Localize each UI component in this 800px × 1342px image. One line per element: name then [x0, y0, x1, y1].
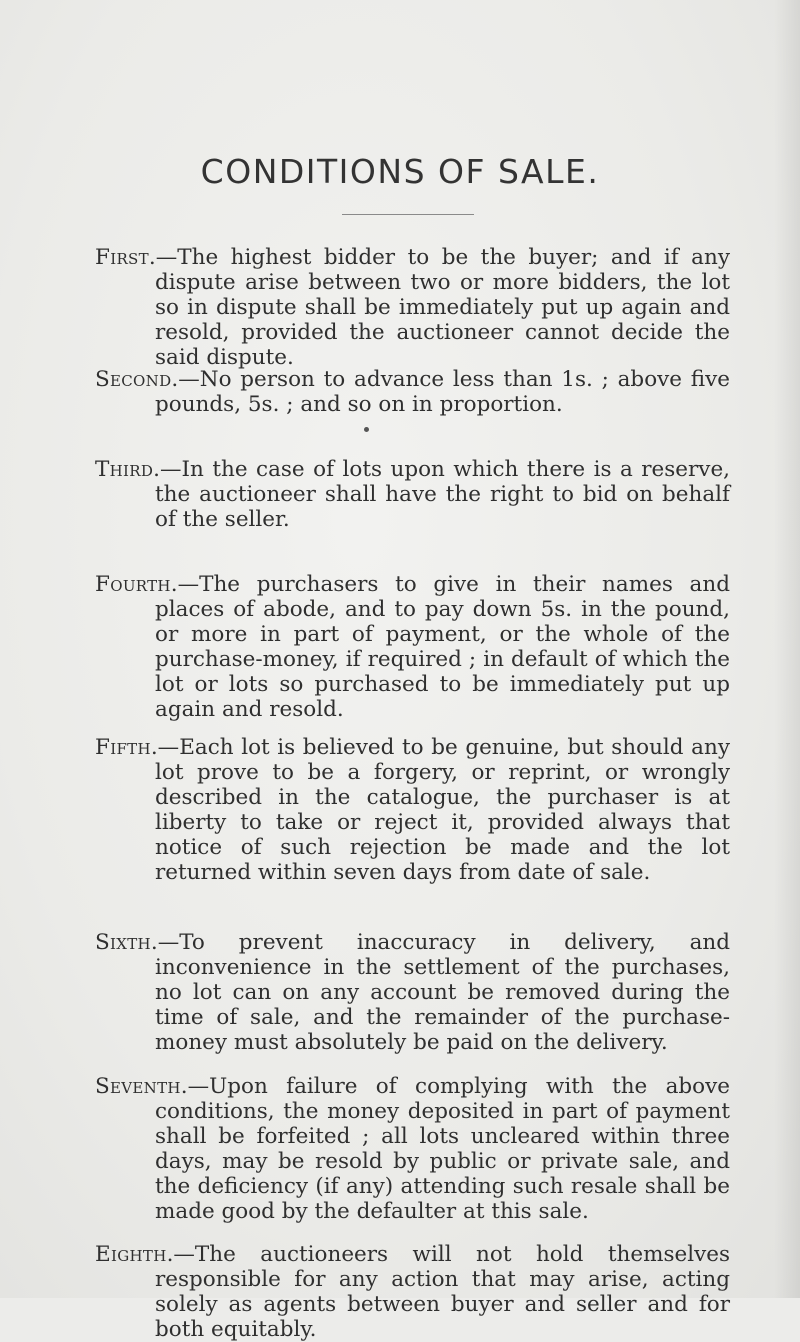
condition-eighth — [0, 1242, 800, 1342]
condition-text: Each lot is believed to be genuine, but should any lot prove to be a forgery, or reprint, or wrongly described in the catalogue, the purchaser is at liberty to take or reject it, provided always that notice of such rejection be made and the lot returned within seven days from date of sale. — [155, 735, 730, 885]
condition-separator: .— — [166, 1242, 195, 1267]
condition-separator: .— — [170, 572, 200, 597]
condition-seventh — [0, 1074, 800, 1224]
condition-separator: .— — [150, 735, 180, 760]
condition-paragraph — [0, 245, 730, 370]
condition-separator: .— — [171, 367, 200, 392]
condition-paragraph — [0, 367, 730, 417]
condition-ordinal: Eighth — [95, 1242, 167, 1267]
condition-text: Upon failure of complying with the above conditions, the money deposited in part of payment shall be forfeited ; all lots uncleared within three days, may be resold by public or private sale, and the deficiency (if any) attending such resale shall be made good by the defaulter at this sale. — [155, 1074, 730, 1224]
condition-text: No person to advance less than 1s. ; above five pounds, 5s. ; and so on in proportion. — [155, 367, 730, 417]
condition-ordinal: First — [95, 245, 149, 270]
condition-ordinal: Fourth — [95, 572, 171, 597]
condition-paragraph — [0, 930, 730, 1055]
condition-text: To prevent inaccuracy in delivery, and inconvenience in the settlement of the purchases, no lot can on any account be removed during the time of sale, and the remainder of the purchase-money must absolutely be paid on the delivery. — [155, 930, 730, 1055]
condition-ordinal: Sixth — [95, 930, 151, 955]
condition-separator: .— — [180, 1074, 210, 1099]
condition-first — [0, 245, 800, 370]
condition-paragraph — [0, 1242, 730, 1342]
title-rule — [342, 214, 474, 215]
condition-sixth — [0, 930, 800, 1055]
page-title: CONDITIONS OF SALE. — [200, 152, 600, 191]
condition-ordinal: Fifth — [95, 735, 151, 760]
condition-paragraph — [0, 572, 730, 722]
condition-separator: .— — [153, 457, 182, 482]
condition-text: The auctioneers will not hold themselves responsible for any action that may arise, acting solely as agents between buyer and seller and for both equitably. — [155, 1242, 730, 1342]
condition-second — [0, 367, 800, 417]
condition-text: In the case of lots upon which there is a reserve, the auctioneer shall have the right to bid on behalf of the seller. — [155, 457, 730, 532]
condition-paragraph — [0, 735, 730, 885]
condition-fourth — [0, 572, 800, 722]
condition-third — [0, 457, 800, 532]
condition-ordinal: Third — [95, 457, 154, 482]
condition-ordinal: Second — [95, 367, 172, 392]
ink-speck — [364, 427, 369, 432]
condition-separator: .— — [148, 245, 178, 270]
condition-separator: .— — [150, 930, 180, 955]
condition-text: The highest bidder to be the buyer; and if any dispute arise between two or more bidders, the lot so in dispute shall be immediately put up again and resold, provided the auctioneer cannot decide the said dispute. — [155, 245, 730, 370]
condition-paragraph — [0, 457, 730, 532]
condition-text: The purchasers to give in their names and places of abode, and to pay down 5s. in the pound, or more in part of payment, or the whole of the purchase-money, if required ; in default of which the lot or lots so purchased to be immediately put up again and resold. — [155, 572, 730, 722]
condition-fifth — [0, 735, 800, 885]
condition-ordinal: Seventh — [95, 1074, 181, 1099]
condition-paragraph — [0, 1074, 730, 1224]
